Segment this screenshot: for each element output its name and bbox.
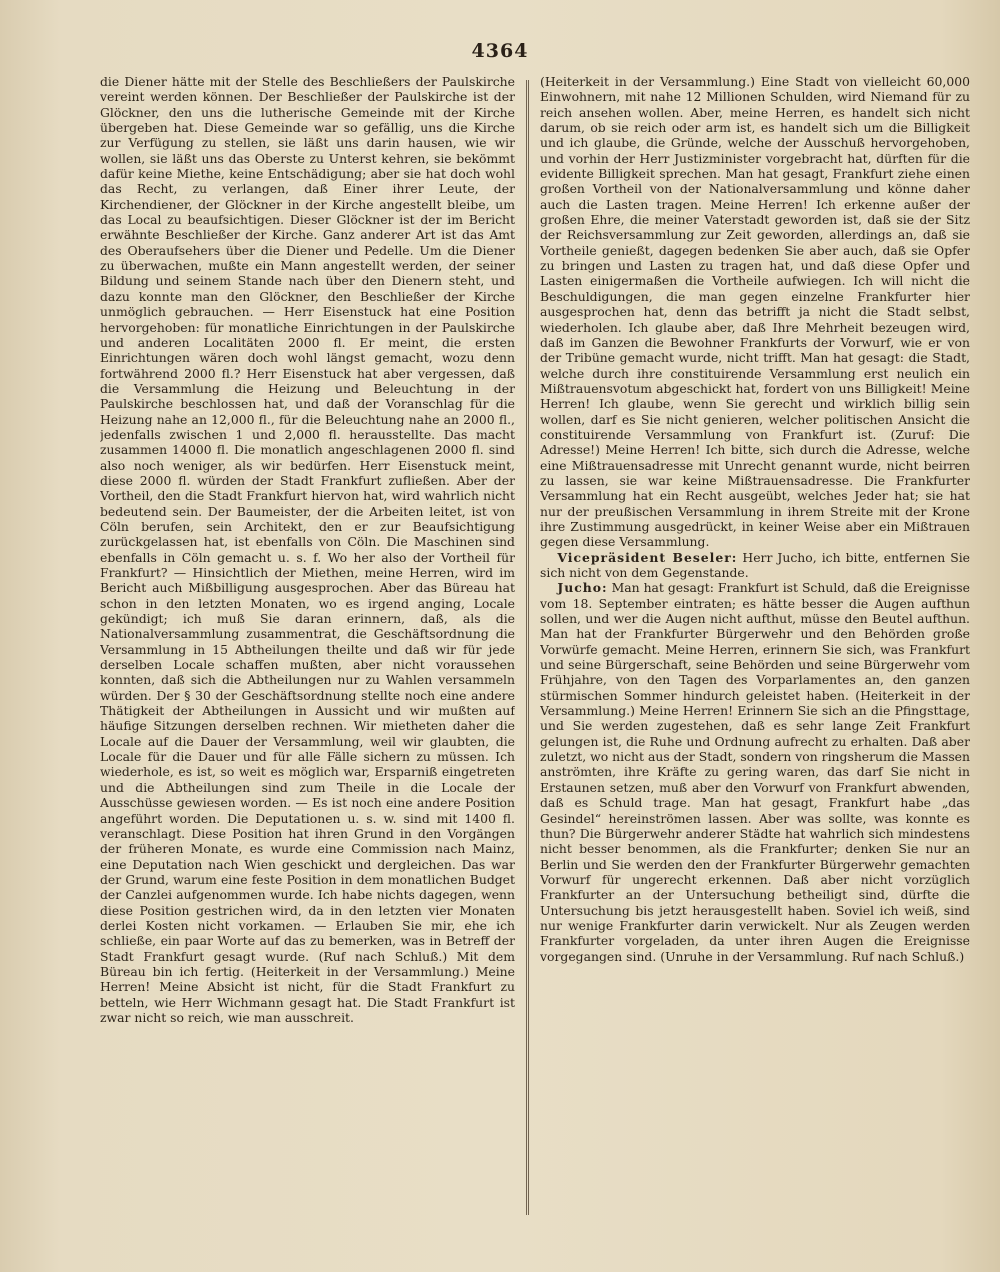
column-divider xyxy=(526,80,529,1215)
vice-president-text: Herr Jucho, ich bitte, entfernen Sie sich nicht von dem Gegenstande. xyxy=(540,549,970,580)
jucho-statement xyxy=(540,580,970,964)
jucho-text: Man hat gesagt: Frankfurt ist Schuld, daß die Ereignisse vom 18. September eintraten; es hätte besser die Augen aufthun sollen, und wer die Augen nicht aufthut, müsse den Beutel aufthun. Man hat der Frankfurter Bürgerwehr und den Behörden große Vorwürfe gemacht. Meine Herren, erinnern Sie sich, was Frankfurt und seine Bürgerschaft, seine Behörden und seine Bürgerwehr vom Frühjahre, von den Tagen des Vorparlamentes an, den ganzen stürmischen Sommer hindurch geleistet haben. (Heiterkeit in der Versammlung.) Meine Herren! Erinnern Sie sich an die Pfingsttage, und Sie werden zugestehen, daß es sehr lange Zeit Frankfurt gelungen ist, die Ruhe und Ordnung aufrecht zu erhalten. Daß aber zuletzt, wo nicht aus der Stadt, sondern von ringsherum die Massen anströmten, ihre Kräfte zu gering waren, das darf Sie nicht in Erstaunen setzen, muß aber den Vorwurf von Frankfurt abwenden, daß es Schuld trage. Man hat gesagt, Frankfurt habe „das Gesindel“ hereinströmen lassen. Aber was sollte, was konnte es thun? Die Bürgerwehr anderer Städte hat wahrlich sich mindestens nicht besser benommen, als die Frankfurter; denken Sie nur an Berlin und Sie werden den der Frankfurter Bürgerwehr gemachten Vorwurf für ungerecht erkennen. Daß aber nicht vorzüglich Frankfurter an der Untersuchung betheiligt sind, dürfte die Untersuchung bis jetzt herausgestellt haben. Soviel ich weiß, sind nur wenige Frankfurter darin verwickelt. Nur als Zeugen werden Frankfurter vorgeladen, da unter ihren Augen die Ereignisse vorgegangen sind. (Unruhe in der Versammlung. Ruf nach Schluß.) xyxy=(540,580,970,964)
left-paragraph: die Diener hätte mit der Stelle des Beschließers der Paulskirche vereint werden können. Der Beschließer der Paulskirche ist der Glöckner, den uns die lutherische Gemeinde mit der Kirche übergeben hat. Diese Gemeinde war so gefällig, uns die Kirche zur Verfügung zu stellen, sie läßt uns darin hausen, wie wir wollen, sie läßt uns das Oberste zu Unterst kehren, sie bekömmt dafür keine Miethe, keine Entschädigung; aber sie hat doch wohl das Recht, zu verlangen, daß Einer ihrer Leute, der Kirchendiener, der Glöckner in der Kirche angestellt bleibe, um das Local zu beaufsichtigen. Dieser Glöckner ist der im Bericht erwähnte Beschließer der Kirche. Ganz anderer Art ist das Amt des Oberaufsehers über die Diener und Pedelle. Um die Diener zu überwachen, mußte ein Mann angestellt werden, der seiner Bildung und seinem Stande nach über den Dienern steht, und dazu konnte man den Glöckner, den Beschließer der Kirche unmöglich gebrauchen. — Herr Eisenstuck hat eine Position hervorgehoben: für monatliche Einrichtungen in der Paulskirche und anderen Localitäten 2000 fl. Er meint, die ersten Einrichtungen wären doch wohl längst gemacht, wozu denn fortwährend 2000 fl.? Herr Eisenstuck hat aber vergessen, daß die Versammlung die Heizung und Beleuchtung in der Paulskirche beschlossen hat, und daß der Voranschlag für die Heizung nahe an 12,000 fl., für die Beleuchtung nahe an 2000 fl., jedenfalls zwischen 1 und 2,000 fl. herausstellte. Das macht zusammen 14000 fl. Die monatlich angeschlagenen 2000 fl. sind also noch weniger, als wir bedürfen. Herr Eisenstuck meint, diese 2000 fl. würden der Stadt Frankfurt zufließen. Aber der Vortheil, den die Stadt Frankfurt hiervon hat, wird wahrlich nicht bedeutend sein. Der Baumeister, der die Arbeiten leitet, ist von Cöln berufen, sein Architekt, den er zur Beaufsichtigung zurückgelassen hat, ist ebenfalls von Cöln. Die Maschinen sind ebenfalls in Cöln gemacht u. s. f. Wo her also der Vortheil für Frankfurt? — Hinsichtlich der Miethen, meine Herren, wird im Bericht auch Mißbilligung ausgesprochen. Aber das Büreau hat schon in den letzten Monaten, wo es irgend anging, Locale gekündigt; ich muß Sie daran erinnern, daß, als die Nationalversammlung zusammentrat, die Geschäftsordnung die Versammlung in 15 Abtheilungen theilte und daß wir für jede derselben Locale schaffen mußten, aber nicht voraussehen konnten, daß sich die Abtheilungen nur zu Wahlen versammeln würden. Der § 30 der Geschäftsordnung stellte noch eine andere Thätigkeit der Abtheilungen in Aussicht und wir mußten auf häufige Sitzungen derselben rechnen. Wir mietheten daher die Locale auf die Dauer der Versammlung, weil wir glaubten, die Locale für die Dauer und für alle Fälle sichern zu müssen. Ich wiederhole, es ist, so weit es möglich war, Ersparniß eingetreten und die Abtheilungen sind zum Theile in die Locale der Ausschüsse gewiesen worden. — Es ist noch eine andere Position angeführt worden. Die Deputationen u. s. w. sind mit 1400 fl. veranschlagt. Diese Position hat ihren Grund in den Vorgängen der früheren Monate, es wurde eine Commission nach Mainz, eine Deputation nach Wien geschickt und dergleichen. Das war der Grund, warum eine feste Position in dem monatlichen Budget der Canzlei aufgenommen wurde. Ich habe nichts dagegen, wenn diese Position gestrichen wird, da in den letzten vier Monaten derlei Kosten nicht vorkamen. — Erlauben Sie mir, ehe ich schließe, ein paar Worte auf das zu bemerken, was in Betreff der Stadt Frankfurt gesagt wurde. (Ruf nach Schluß.) Mit dem Büreau bin ich fertig. (Heiterkeit in der Versammlung.) Meine Herren! Meine Absicht ist nicht, für die Stadt Frankfurt zu betteln, wie Herr Wichmann gesagt hat. Die Stadt Frankfurt ist zwar nicht so reich, wie man ausschreit. xyxy=(100,74,515,1025)
vice-president-statement xyxy=(540,550,970,581)
speaker-name-beseler: Vicepräsident Beseler: xyxy=(557,549,738,565)
left-column xyxy=(100,74,515,1219)
right-paragraph: (Heiterkeit in der Versammlung.) Eine Stadt von vielleicht 60,000 Einwohnern, mit nahe 12 Millionen Schulden, wird Niemand für zu reich ansehen wollen. Aber, meine Herren, es handelt sich nicht darum, ob sie reich oder arm ist, es handelt sich um die Billigkeit und ich glaube, die Gründe, welche der Ausschuß hervorgehoben, und vorhin der Herr Justizminister vorgebracht hat, dürften für die evidente Billigkeit sprechen. Man hat gesagt, Frankfurt ziehe einen großen Vortheil von der Nationalversammlung und könne daher auch die Lasten tragen. Meine Herren! Ich erkenne außer der großen Ehre, die meiner Vaterstadt geworden ist, daß sie der Sitz der Reichsversammlung zur Zeit geworden, allerdings an, daß sie Vortheile genießt, dagegen bedenken Sie aber auch, daß sie Opfer zu bringen und Lasten zu tragen hat, und daß diese Opfer und Lasten einigermaßen die Vortheile aufwiegen. Ich will nicht die Beschuldigungen, die man gegen einzelne Frankfurter hier ausgesprochen hat, denn das betrifft ja nicht die Stadt selbst, wiederholen. Ich glaube aber, daß Ihre Mehrheit bezeugen wird, daß im Ganzen die Bewohner Frankfurts der Vorwurf, wie er von der Tribüne gemacht wurde, nicht trifft. Man hat gesagt: die Stadt, welche durch ihre constituirende Versammlung erst neulich ein Mißtrauensvotum abgeschickt hat, fordert von uns Billigkeit! Meine Herren! Ich glaube, wenn Sie gerecht und wirklich billig sein wollen, darf es Sie nicht genieren, welcher politischen Ansicht die constituirende Versammlung von Frankfurt ist. (Zuruf: Die Adresse!) Meine Herren! Ich bitte, sich durch die Adresse, welche eine Mißtrauensadresse mit Unrecht genannt wurde, nicht beirren zu lassen, sie war keine Mißtrauensadresse. Die Frankfurter Versammlung hat ein Recht ausgeübt, welches Jeder hat; sie hat nur der preußischen Versammlung in ihrem Streite mit der Krone ihre Zustimmung ausgedrückt, in keiner Weise aber ein Mißtrauen gegen diese Versammlung. xyxy=(540,74,970,550)
page-number: 4364 xyxy=(471,40,529,62)
right-column xyxy=(540,74,970,1219)
speaker-name-jucho: Jucho: xyxy=(557,580,608,596)
text-columns xyxy=(100,74,980,1224)
